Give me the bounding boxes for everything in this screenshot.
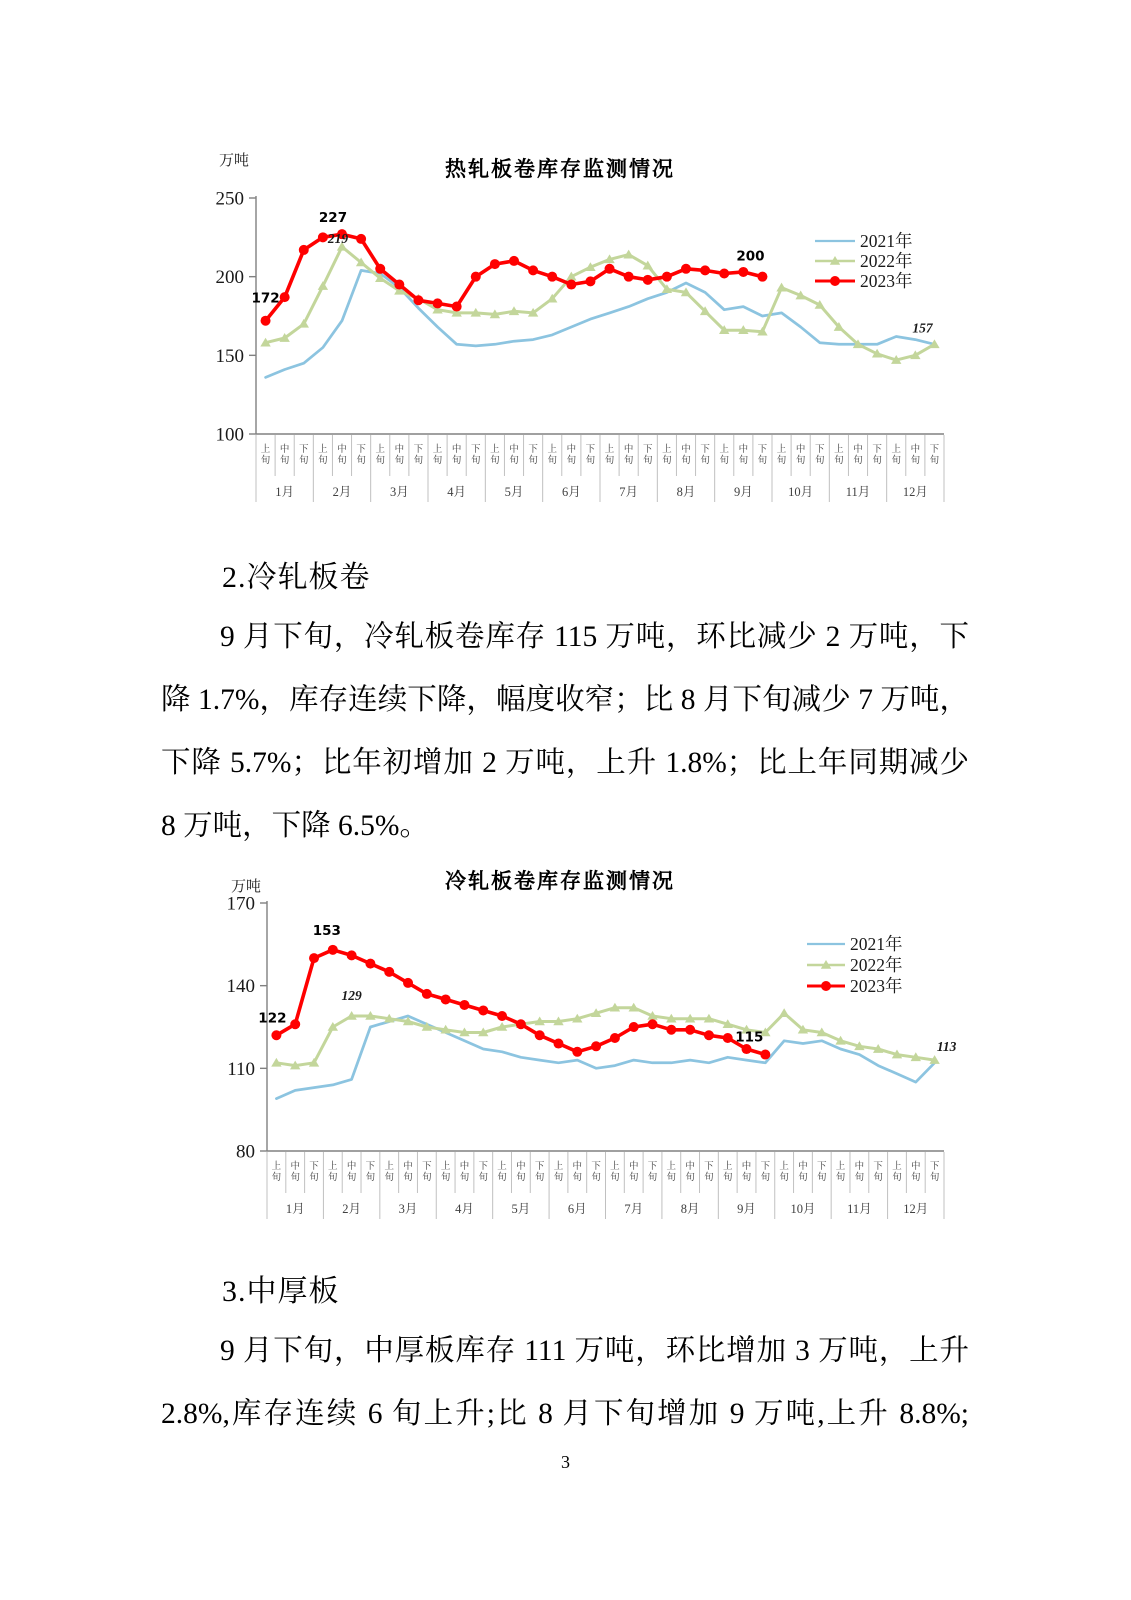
- svg-text:上: 上: [375, 445, 385, 455]
- svg-text:旬: 旬: [260, 456, 271, 466]
- circle-marker: [629, 1022, 639, 1032]
- svg-text:旬: 旬: [628, 1173, 639, 1183]
- svg-text:下: 下: [817, 1162, 827, 1172]
- month-label: 2月: [342, 1202, 362, 1216]
- svg-text:旬: 旬: [534, 1173, 545, 1183]
- hot-rolled-coil-inventory-chart: [160, 140, 970, 515]
- svg-text:旬: 旬: [279, 456, 290, 466]
- month-label: 2月: [332, 485, 352, 499]
- paragraph-line: 降 1.7%，库存连续下降，幅度收窄；比 8 月下旬减少 7 万吨，: [161, 684, 969, 716]
- svg-text:旬: 旬: [384, 1173, 394, 1183]
- circle-marker: [347, 950, 357, 960]
- y-tick-label: 200: [215, 267, 244, 289]
- month-label: 1月: [275, 485, 295, 499]
- paragraph-line: 8 万吨，下降 6.5%。: [161, 810, 429, 842]
- svg-text:上: 上: [776, 445, 787, 455]
- month-label: 12月: [903, 1202, 929, 1216]
- month-label: 3月: [389, 485, 409, 499]
- month-label: 4月: [447, 485, 467, 499]
- y-tick-label: 80: [236, 1141, 255, 1163]
- svg-text:下: 下: [647, 1162, 658, 1172]
- data-point-label: 113: [936, 1039, 957, 1055]
- svg-text:下: 下: [299, 445, 309, 455]
- circle-marker: [566, 280, 576, 290]
- svg-text:旬: 旬: [911, 1173, 921, 1183]
- y-tick-label: 150: [215, 345, 244, 367]
- svg-text:旬: 旬: [760, 1173, 771, 1183]
- triangle-marker: [318, 281, 328, 290]
- svg-text:旬: 旬: [290, 1173, 300, 1183]
- circle-marker: [662, 272, 672, 282]
- month-label: 5月: [511, 1202, 531, 1216]
- medium-plate-paragraph: [161, 1320, 969, 1446]
- svg-text:上: 上: [384, 1162, 394, 1172]
- legend-label: 2022年: [860, 251, 913, 271]
- circle-marker: [452, 302, 462, 312]
- circle-marker: [585, 276, 595, 286]
- svg-text:中: 中: [394, 445, 405, 455]
- month-label: 8月: [680, 1202, 700, 1216]
- svg-text:中: 中: [685, 1162, 695, 1172]
- circle-marker: [261, 316, 271, 326]
- svg-text:旬: 旬: [854, 1173, 865, 1183]
- svg-text:下: 下: [815, 445, 825, 455]
- month-label: 11月: [847, 1202, 872, 1216]
- circle-marker: [441, 994, 451, 1004]
- triangle-marker: [779, 1008, 789, 1017]
- svg-text:旬: 旬: [299, 456, 309, 466]
- svg-text:旬: 旬: [432, 456, 443, 466]
- svg-text:旬: 旬: [681, 456, 691, 466]
- svg-text:旬: 旬: [490, 456, 500, 466]
- svg-text:下: 下: [929, 1162, 940, 1172]
- svg-text:上: 上: [666, 1162, 677, 1172]
- circle-marker: [610, 1033, 620, 1043]
- paragraph-line: 9 月下旬，中厚板库存 111 万吨，环比增加 3 万吨，上升: [220, 1335, 969, 1367]
- data-point-label: 129: [341, 987, 362, 1003]
- svg-text:上: 上: [547, 445, 557, 455]
- svg-text:下: 下: [643, 445, 653, 455]
- circle-marker: [681, 264, 691, 274]
- series-markers-2022年: [271, 1003, 940, 1070]
- circle-marker: [290, 1019, 300, 1029]
- svg-text:下: 下: [700, 445, 710, 455]
- circle-marker: [365, 959, 375, 969]
- svg-text:中: 中: [795, 445, 806, 455]
- svg-text:中: 中: [623, 445, 634, 455]
- svg-text:下: 下: [591, 1162, 601, 1172]
- circle-marker: [760, 1050, 770, 1060]
- svg-text:上: 上: [610, 1162, 620, 1172]
- svg-text:旬: 旬: [722, 1173, 733, 1183]
- svg-text:下: 下: [873, 1162, 883, 1172]
- svg-text:旬: 旬: [497, 1173, 507, 1183]
- svg-text:中: 中: [346, 1162, 357, 1172]
- y-tick-label: 100: [215, 424, 244, 446]
- circle-marker: [433, 298, 443, 308]
- series-line-2022年: [276, 1008, 934, 1066]
- circle-marker: [704, 1030, 714, 1040]
- data-point-label: 200: [736, 248, 765, 265]
- circle-marker: [528, 265, 538, 275]
- cold-rolled-coil-inventory-chart: [160, 845, 970, 1230]
- circle-marker: [309, 953, 319, 963]
- axis-unit-label: 万吨: [230, 879, 262, 895]
- svg-text:旬: 旬: [394, 456, 405, 466]
- y-tick-label: 250: [215, 188, 244, 210]
- svg-text:中: 中: [279, 445, 290, 455]
- svg-text:旬: 旬: [547, 456, 557, 466]
- svg-text:上: 上: [722, 1162, 733, 1172]
- svg-text:下: 下: [872, 445, 882, 455]
- svg-text:旬: 旬: [365, 1173, 376, 1183]
- legend-label: 2021年: [850, 934, 903, 954]
- legend-label: 2023年: [860, 271, 913, 291]
- section-heading-medium-plate: 3.中厚板: [222, 1275, 340, 1308]
- circle-marker: [384, 967, 394, 977]
- circle-marker: [299, 245, 309, 255]
- svg-text:上: 上: [834, 445, 844, 455]
- svg-text:上: 上: [835, 1162, 846, 1172]
- circle-marker: [328, 945, 338, 955]
- svg-text:中: 中: [798, 1162, 808, 1172]
- y-tick-label: 170: [226, 893, 255, 915]
- svg-text:下: 下: [413, 445, 424, 455]
- svg-text:旬: 旬: [835, 1173, 846, 1183]
- svg-text:上: 上: [779, 1162, 789, 1172]
- y-tick-label: 140: [226, 976, 255, 998]
- svg-text:旬: 旬: [704, 1173, 714, 1183]
- svg-text:下: 下: [760, 1162, 771, 1172]
- svg-text:上: 上: [260, 445, 271, 455]
- svg-text:上: 上: [553, 1162, 564, 1172]
- circle-marker: [830, 276, 840, 286]
- circle-marker: [666, 1025, 676, 1035]
- svg-text:上: 上: [892, 1162, 902, 1172]
- svg-text:旬: 旬: [891, 456, 901, 466]
- svg-text:上: 上: [662, 445, 672, 455]
- svg-text:旬: 旬: [337, 456, 347, 466]
- svg-text:上: 上: [328, 1162, 338, 1172]
- svg-text:下: 下: [422, 1162, 432, 1172]
- svg-text:旬: 旬: [815, 456, 825, 466]
- circle-marker: [719, 269, 729, 279]
- circle-marker: [572, 1047, 582, 1057]
- series-line-2021年: [266, 270, 935, 377]
- month-label: 9月: [733, 485, 753, 499]
- circle-marker: [648, 1019, 658, 1029]
- circle-marker: [490, 259, 500, 269]
- svg-text:中: 中: [566, 445, 577, 455]
- svg-text:旬: 旬: [892, 1173, 902, 1183]
- triangle-marker: [299, 319, 309, 328]
- circle-marker: [403, 978, 413, 988]
- circle-marker: [553, 1039, 563, 1049]
- svg-text:上: 上: [891, 445, 901, 455]
- month-label: 7月: [624, 1202, 644, 1216]
- svg-text:旬: 旬: [375, 456, 385, 466]
- svg-text:旬: 旬: [328, 1173, 338, 1183]
- svg-text:中: 中: [741, 1162, 752, 1172]
- month-label: 1月: [285, 1202, 305, 1216]
- svg-text:旬: 旬: [528, 456, 538, 466]
- svg-text:旬: 旬: [929, 1173, 940, 1183]
- svg-text:下: 下: [534, 1162, 545, 1172]
- svg-text:旬: 旬: [872, 456, 882, 466]
- series-line-2021年: [276, 1016, 934, 1099]
- data-point-label: 219: [327, 230, 349, 246]
- svg-text:中: 中: [403, 1162, 413, 1172]
- circle-marker: [547, 272, 557, 282]
- circle-marker: [422, 989, 432, 999]
- svg-text:旬: 旬: [643, 456, 653, 466]
- svg-text:下: 下: [356, 445, 366, 455]
- svg-text:旬: 旬: [719, 456, 729, 466]
- svg-text:上: 上: [604, 445, 615, 455]
- data-point-label: 227: [318, 210, 348, 227]
- svg-text:旬: 旬: [451, 456, 462, 466]
- page-number: 3: [561, 1452, 570, 1472]
- circle-marker: [478, 1005, 488, 1015]
- svg-text:中: 中: [337, 445, 347, 455]
- circle-marker: [723, 1033, 733, 1043]
- data-point-label: 172: [251, 290, 280, 307]
- svg-text:旬: 旬: [403, 1173, 413, 1183]
- svg-text:中: 中: [681, 445, 691, 455]
- svg-text:下: 下: [585, 445, 596, 455]
- svg-text:旬: 旬: [910, 456, 921, 466]
- svg-text:旬: 旬: [929, 456, 940, 466]
- svg-text:中: 中: [459, 1162, 470, 1172]
- svg-text:旬: 旬: [817, 1173, 827, 1183]
- circle-marker: [685, 1025, 695, 1035]
- month-label: 6月: [561, 485, 581, 499]
- svg-text:旬: 旬: [604, 456, 615, 466]
- svg-text:下: 下: [478, 1162, 489, 1172]
- svg-text:旬: 旬: [509, 456, 519, 466]
- month-label: 12月: [902, 485, 928, 499]
- month-label: 9月: [737, 1202, 756, 1216]
- svg-text:旬: 旬: [591, 1173, 601, 1183]
- legend-label: 2022年: [850, 955, 903, 975]
- svg-text:中: 中: [910, 445, 921, 455]
- svg-text:旬: 旬: [413, 456, 424, 466]
- svg-text:中: 中: [853, 445, 863, 455]
- svg-text:旬: 旬: [318, 456, 328, 466]
- svg-text:中: 中: [290, 1162, 300, 1172]
- month-label: 3月: [398, 1202, 418, 1216]
- paragraph-line: 下降 5.7%；比年初增加 2 万吨，上升 1.8%；比上年同期减少: [161, 747, 969, 779]
- circle-marker: [459, 1000, 469, 1010]
- svg-text:中: 中: [911, 1162, 921, 1172]
- circle-marker: [271, 1030, 281, 1040]
- svg-text:旬: 旬: [356, 456, 366, 466]
- svg-text:旬: 旬: [647, 1173, 658, 1183]
- svg-text:上: 上: [497, 1162, 507, 1172]
- circle-marker: [509, 256, 519, 266]
- svg-text:旬: 旬: [471, 456, 481, 466]
- data-point-label: 115: [735, 1029, 764, 1046]
- svg-text:旬: 旬: [700, 456, 710, 466]
- svg-text:下: 下: [757, 445, 768, 455]
- circle-marker: [605, 264, 615, 274]
- month-label: 8月: [676, 485, 696, 499]
- legend: [815, 231, 913, 291]
- svg-text:旬: 旬: [440, 1173, 451, 1183]
- svg-text:下: 下: [929, 445, 940, 455]
- legend-label: 2023年: [850, 976, 903, 996]
- svg-text:旬: 旬: [798, 1173, 808, 1183]
- circle-marker: [535, 1030, 545, 1040]
- circle-marker: [356, 234, 366, 244]
- svg-text:旬: 旬: [566, 456, 577, 466]
- svg-text:旬: 旬: [478, 1173, 489, 1183]
- circle-marker: [318, 232, 328, 242]
- circle-marker: [413, 295, 423, 305]
- svg-text:旬: 旬: [666, 1173, 677, 1183]
- svg-text:下: 下: [471, 445, 481, 455]
- paragraph-line: 9 月下旬，冷轧板卷库存 115 万吨，环比减少 2 万吨，下: [220, 621, 969, 653]
- svg-text:下: 下: [309, 1162, 319, 1172]
- circle-marker: [516, 1019, 526, 1029]
- month-label: 10月: [790, 1202, 816, 1216]
- svg-text:上: 上: [432, 445, 443, 455]
- svg-text:下: 下: [704, 1162, 714, 1172]
- svg-text:旬: 旬: [516, 1173, 526, 1183]
- data-point-label: 122: [258, 1010, 287, 1027]
- section-heading-cold-rolled: 2.冷轧板卷: [222, 561, 371, 594]
- svg-text:上: 上: [719, 445, 729, 455]
- circle-marker: [738, 267, 748, 277]
- chart-title: 冷轧板卷库存监测情况: [445, 870, 675, 893]
- circle-marker: [591, 1041, 601, 1051]
- circle-marker: [700, 265, 710, 275]
- svg-text:旬: 旬: [271, 1173, 282, 1183]
- svg-text:中: 中: [516, 1162, 526, 1172]
- svg-text:旬: 旬: [741, 1173, 752, 1183]
- month-label: 5月: [504, 485, 524, 499]
- line-chart-canvas: [160, 845, 970, 1230]
- svg-text:旬: 旬: [779, 1173, 789, 1183]
- legend: [807, 934, 903, 996]
- circle-marker: [624, 272, 634, 282]
- svg-text:中: 中: [628, 1162, 639, 1172]
- svg-text:旬: 旬: [795, 456, 806, 466]
- svg-text:中: 中: [854, 1162, 865, 1172]
- paragraph-line: 2.8%,库存连续 6 旬上升;比 8 月下旬增加 9 万吨,上升 8.8%;: [161, 1398, 969, 1430]
- svg-text:上: 上: [490, 445, 500, 455]
- svg-text:旬: 旬: [610, 1173, 620, 1183]
- data-point-label: 157: [912, 320, 933, 336]
- month-label: 6月: [567, 1202, 587, 1216]
- svg-text:旬: 旬: [585, 456, 596, 466]
- svg-text:中: 中: [572, 1162, 583, 1172]
- circle-marker: [471, 272, 481, 282]
- circle-marker: [280, 292, 290, 302]
- svg-text:旬: 旬: [459, 1173, 470, 1183]
- circle-marker: [394, 280, 404, 290]
- svg-text:旬: 旬: [309, 1173, 319, 1183]
- svg-text:上: 上: [318, 445, 328, 455]
- circle-marker: [821, 981, 831, 991]
- svg-text:旬: 旬: [853, 456, 863, 466]
- chart-title: 热轧板卷库存监测情况: [445, 158, 675, 181]
- circle-marker: [497, 1011, 507, 1021]
- svg-text:旬: 旬: [685, 1173, 695, 1183]
- line-chart-canvas: [160, 140, 970, 515]
- svg-text:中: 中: [451, 445, 462, 455]
- y-tick-label: 110: [227, 1058, 255, 1080]
- svg-text:旬: 旬: [776, 456, 787, 466]
- month-label: 7月: [619, 485, 639, 499]
- month-label: 4月: [455, 1202, 474, 1216]
- svg-text:旬: 旬: [738, 456, 749, 466]
- legend-label: 2021年: [860, 231, 913, 251]
- svg-text:旬: 旬: [572, 1173, 583, 1183]
- svg-text:上: 上: [440, 1162, 451, 1172]
- circle-marker: [643, 275, 653, 285]
- svg-text:旬: 旬: [834, 456, 844, 466]
- svg-text:上: 上: [271, 1162, 282, 1172]
- cold-rolled-paragraph: [161, 606, 969, 858]
- svg-text:下: 下: [365, 1162, 376, 1172]
- svg-text:旬: 旬: [757, 456, 768, 466]
- month-label: 11月: [845, 485, 871, 499]
- svg-text:旬: 旬: [662, 456, 672, 466]
- svg-text:旬: 旬: [422, 1173, 432, 1183]
- axis-unit-label: 万吨: [218, 153, 250, 169]
- svg-text:旬: 旬: [346, 1173, 357, 1183]
- circle-marker: [375, 264, 385, 274]
- circle-marker: [757, 272, 767, 282]
- svg-text:旬: 旬: [553, 1173, 564, 1183]
- svg-text:中: 中: [738, 445, 749, 455]
- triangle-marker: [776, 283, 786, 292]
- svg-text:中: 中: [509, 445, 519, 455]
- svg-text:旬: 旬: [623, 456, 634, 466]
- svg-text:旬: 旬: [873, 1173, 883, 1183]
- svg-text:下: 下: [528, 445, 538, 455]
- data-point-label: 153: [312, 922, 341, 939]
- month-label: 10月: [788, 485, 814, 499]
